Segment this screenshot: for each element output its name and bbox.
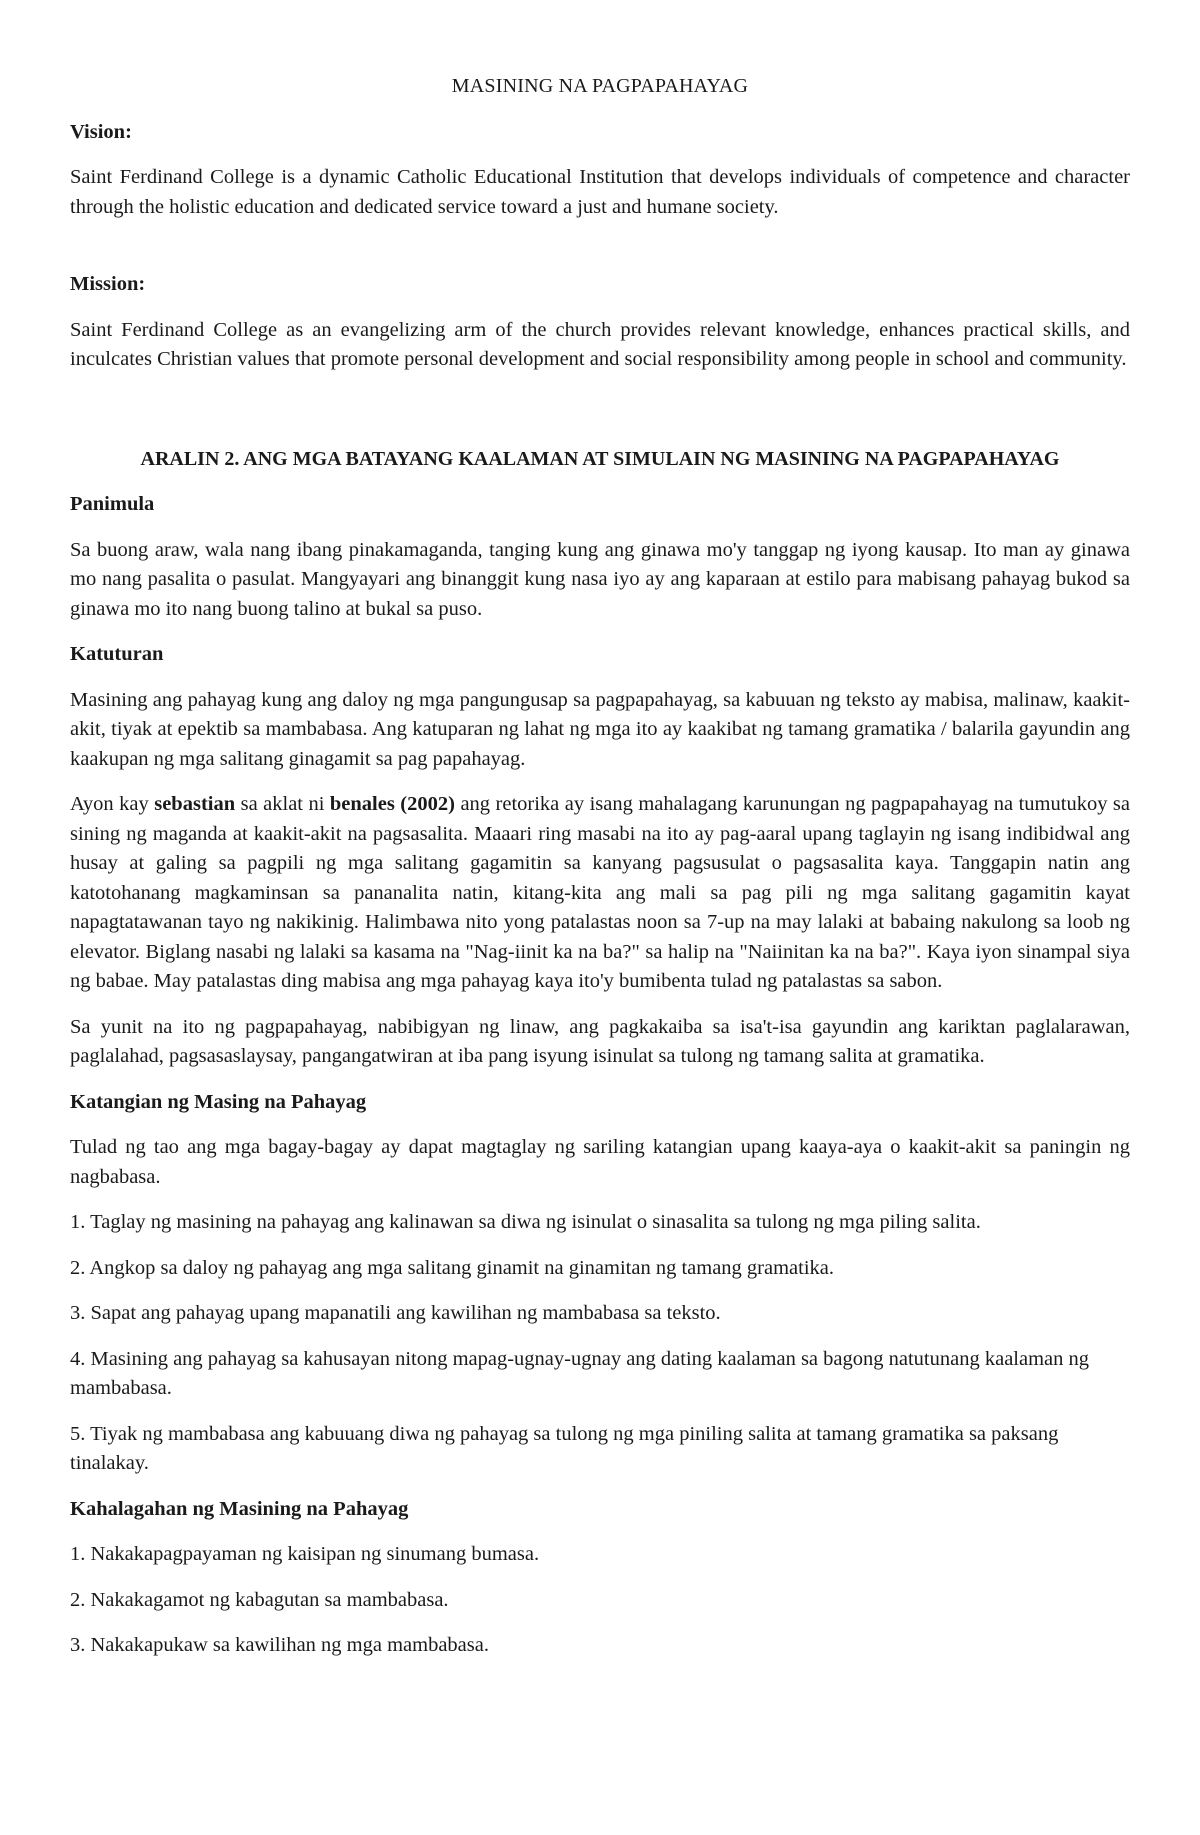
vision-text: Saint Ferdinand College is a dynamic Catholic Educational Institution that develops individuals of competence and character through the holistic education and dedicated service toward a just and humane society. <box>70 166 1130 218</box>
kahalagahan-item-1: 1. Nakakapagpayaman ng kaisipan ng sinumang bumasa. <box>70 1543 540 1565</box>
katuturan-paragraph-1: Masining ang pahayag kung ang daloy ng mga pangungusap sa pagpapahayag, sa kabuuan ng teksto ay mabisa, malinaw, kaakit-akit, tiyak at epektib sa mambabasa. Ang katuparan ng lahat ng mga ito ay kaakibat ng tamang gramatika / balarila gayundin ang kaakupan ng mga salitang ginagamit sa pag papahayag. <box>70 688 1130 770</box>
author-sebastian: sebastian <box>154 793 236 815</box>
katangian-heading: Katangian ng Masing na Pahayag <box>70 1090 367 1113</box>
katangian-item-3: 3. Sapat ang pahayag upang mapanatili ang kawilihan ng mambabasa sa teksto. <box>70 1302 721 1324</box>
mission-text: Saint Ferdinand College as an evangelizing arm of the church provides relevant knowledge, enhances practical skills, and inculcates Christian values that promote personal development and social responsibility among people in school and community. <box>70 318 1130 370</box>
katuturan-p2-text-3: ang retorika ay isang mahalagang karunungan ng pagpapahayag na tumutukoy sa sining ng maganda at kaakit-akit na pagsasalita. Maaari ring masabi na ito ay pag-aaral upang taglayin ng isang indibidwal ang husay at galing sa pagpili ng mga salitang gagamitin sa kanyang pagsusulat o pagsasalita kaya. Tanggapin natin ang katotohanang magkaminsan sa pananalita natin, kitang-kita ang mali sa pag pili ng mga salitang gagamitin kayat napagtatawanan tayo ng nakikinig. Halimbawa nito yong patalastas noon sa 7-up na may lalaki at babaing nakulong sa loob ng elevator. Biglang nasabi ng lalaki sa kasama na "Nag-iinit ka na ba?" sa halip na "Naiinitan ka na ba?". Kaya iyon sinampal siya ng babae. May patalastas ding mabisa ang mga pahayag kaya ito'y bumibenta tulad ng patalastas sa sabon. <box>70 793 1131 992</box>
kahalagahan-heading: Kahalagahan ng Masining na Pahayag <box>70 1497 409 1520</box>
katangian-item-4: 4. Masining ang pahayag sa kahusayan nitong mapag-ugnay-ugnay ang dating kaalaman sa bagong natutunang kaalaman ng mambabasa. <box>70 1347 1090 1399</box>
katangian-intro: Tulad ng tao ang mga bagay-bagay ay dapat magtaglay ng sariling katangian upang kaaya-aya o kaakit-akit sa paningin ng nagbabasa. <box>70 1136 1130 1188</box>
katangian-item-2: 2. Angkop sa daloy ng pahayag ang mga salitang ginamit na ginamitan ng tamang gramatika. <box>70 1256 835 1279</box>
mission-heading: Mission: <box>70 273 146 295</box>
vision-heading: Vision: <box>70 120 132 143</box>
lesson-title: ARALIN 2. ANG MGA BATAYANG KAALAMAN AT SIMULAIN NG MASINING NA PAGPAPAHAYAG <box>140 447 1060 470</box>
document-title: MASINING NA PAGPAPAHAYAG <box>451 75 749 97</box>
kahalagahan-item-3: 3. Nakakapukaw sa kawilihan ng mga mambabasa. <box>70 1634 489 1656</box>
katangian-item-5: 5. Tiyak ng mambabasa ang kabuuang diwa ng pahayag sa tulong ng mga piniling salita at tamang gramatika sa paksang tinalakay. <box>70 1422 1059 1474</box>
document-page <box>70 0 1130 1661</box>
author-benales: benales (2002) <box>329 793 455 815</box>
katuturan-heading: Katuturan <box>70 643 164 665</box>
panimula-text: Sa buong araw, wala nang ibang pinakamaganda, tanging kung ang ginawa mo'y tanggap ng iyong kausap. Ito man ay ginawa mo nang pasalita o pasulat. Mangyayari ang binanggit kung nasa iyo ay ang kaparaan at estilo para mabisang pahayag bukod sa ginawa mo ito nang buong talino at bukal sa puso. <box>70 538 1130 620</box>
katangian-item-1: 1. Taglay ng masining na pahayag ang kalinawan sa diwa ng isinulat o sinasalita sa tulong ng mga piling salita. <box>70 1211 981 1233</box>
katuturan-p2-text-1: Ayon kay <box>70 793 155 815</box>
katuturan-paragraph-2 <box>70 790 1130 997</box>
katuturan-p2-text-2: sa aklat ni <box>235 793 330 815</box>
panimula-heading: Panimula <box>70 493 155 515</box>
katuturan-paragraph-3: Sa yunit na ito ng pagpapahayag, nabibigyan ng linaw, ang pagkakaiba sa isa't-isa gayundin ang kariktan paglalarawan, paglalahad, pagsasaslaysay, pangangatwiran at iba pang isyung isinulat sa tulong ng tamang salita at gramatika. <box>70 1015 1130 1067</box>
kahalagahan-item-2: 2. Nakakagamot ng kabagutan sa mambabasa. <box>70 1588 449 1611</box>
